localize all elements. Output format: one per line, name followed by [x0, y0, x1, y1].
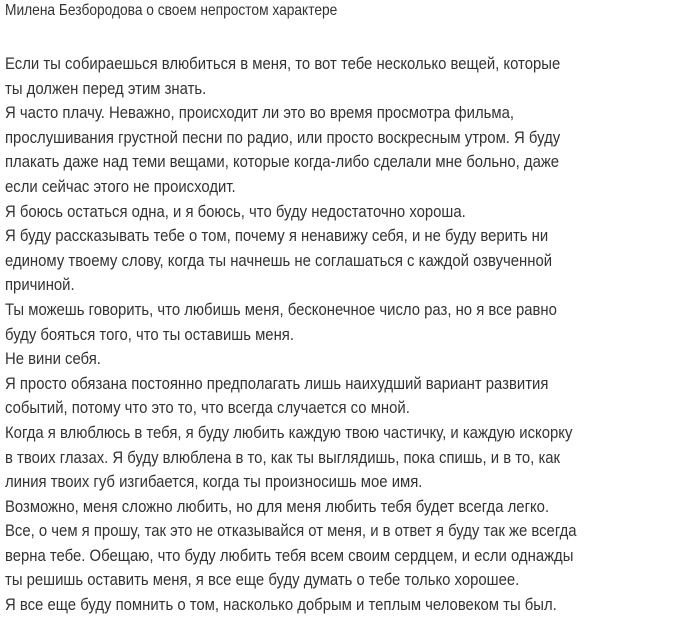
- text-line: Я боюсь остаться одна, и я боюсь, что буду недостаточно хороша.: [5, 201, 466, 221]
- text-line: плакать даже над теми вещами, которые когда-либо сделали мне больно, даже: [5, 152, 560, 172]
- text-line: верна тебе. Обещаю, что буду любить тебя всем своим сердцем, и если однажды: [5, 545, 574, 565]
- text-line: ты должен перед этим знать.: [5, 78, 207, 98]
- text-line: единому твоему слову, когда ты начнешь не соглашаться с каждой озвученной: [5, 250, 553, 270]
- text-line: Не вини себя.: [5, 349, 101, 369]
- text-line: Я все еще буду помнить о том, насколько добрым и теплым человеком ты был.: [5, 595, 557, 615]
- text-line: в твоих глазах. Я буду влюблена в то, как ты выглядишь, пока спишь, и в то, как: [5, 447, 561, 467]
- text-line: буду бояться того, что ты оставишь меня.: [5, 324, 294, 344]
- text-line: Когда я влюблюсь в тебя, я буду любить каждую твою частичку, и каждую искорку: [5, 422, 573, 442]
- text-line: Все, о чем я прошу, так это не отказывайся от меня, и в ответ я буду так же всегда: [5, 521, 577, 541]
- text-line: прослушивания грустной песни по радио, или просто воскресным утром. Я буду: [5, 127, 561, 147]
- text-line: причиной.: [5, 275, 75, 295]
- text-line: линия твоих губ изгибается, когда ты произносишь мое имя.: [5, 472, 423, 492]
- text-line: Я часто плачу. Неважно, происходит ли это во время просмотра фильма,: [5, 103, 515, 123]
- text-line: Я буду рассказывать тебе о том, почему я ненавижу себя, и не буду верить ни: [5, 226, 549, 246]
- text-line: ты решишь оставить меня, я все еще буду думать о тебе только хорошее.: [5, 570, 520, 590]
- article-body: [5, 52, 658, 618]
- text-line: Если ты собираешься влюбиться в меня, то вот тебе несколько вещей, которые: [5, 54, 561, 73]
- article-title: Милена Безбородова о своем непростом характере: [5, 2, 338, 19]
- text-line: событий, потому что это то, что всегда случается со мной.: [5, 398, 410, 418]
- text-line: Возможно, меня сложно любить, но для меня любить тебя будет всегда легко.: [5, 496, 550, 516]
- text-line: если сейчас этого не происходит.: [5, 176, 236, 196]
- text-line: Я просто обязана постоянно предполагать лишь наихудший вариант развития: [5, 373, 549, 393]
- text-line: Ты можешь говорить, что любишь меня, бесконечное число раз, но я все равно: [5, 299, 557, 319]
